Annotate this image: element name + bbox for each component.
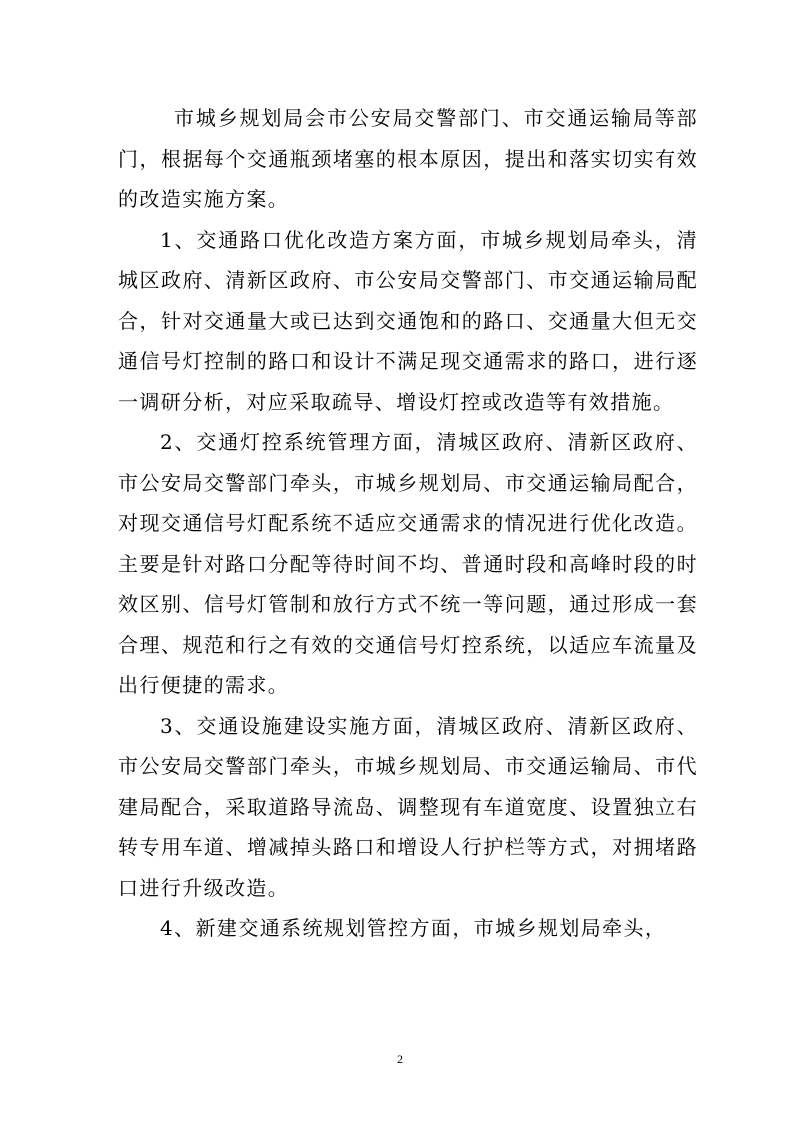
document-body — [118, 98, 698, 949]
paragraph-item-3: 3、交通设施建设实施方面，清城区政府、清新区政府、市公安局交警部门牵头，市城乡规划局、市交通运输局、市代建局配合，采取道路导流岛、调整现有车道宽度、设置独立右转专用车道、增减掉头路口和增设人行护栏等方式，对拥堵路口进行升级改造。 — [118, 713, 698, 900]
paragraph-item-1: 1、交通路口优化改造方案方面，市城乡规划局牵头，清城区政府、清新区政府、市公安局交警部门、市交通运输局配合，针对交通量大或已达到交通饱和的路口、交通量大但无交通信号灯控制的路口和设计不满足现交通需求的路口，进行逐一调研分析，对应采取疏导、增设灯控或改造等有效措施。 — [118, 227, 698, 414]
page-number: 2 — [397, 1052, 403, 1066]
paragraph-item-4: 4、新建交通系统规划管控方面，市城乡规划局牵头， — [160, 916, 667, 940]
paragraph-item-2: 2、交通灯控系统管理方面，清城区政府、清新区政府、市公安局交警部门牵头，市城乡规划局、市交通运输局配合，对现交通信号灯配系统不适应交通需求的情况进行优化改造。主要是针对路口分配等待时间不均、普通时段和高峰时段的时效区别、信号灯管制和放行方式不统一等问题，通过形成一套合理、规范和行之有效的交通信号灯控系统，以适应车流量及出行便捷的需求。 — [118, 430, 698, 697]
paragraph-intro: 市城乡规划局会市公安局交警部门、市交通运输局等部门，根据每个交通瓶颈堵塞的根本原因，提出和落实切实有效的改造实施方案。 — [118, 106, 698, 211]
